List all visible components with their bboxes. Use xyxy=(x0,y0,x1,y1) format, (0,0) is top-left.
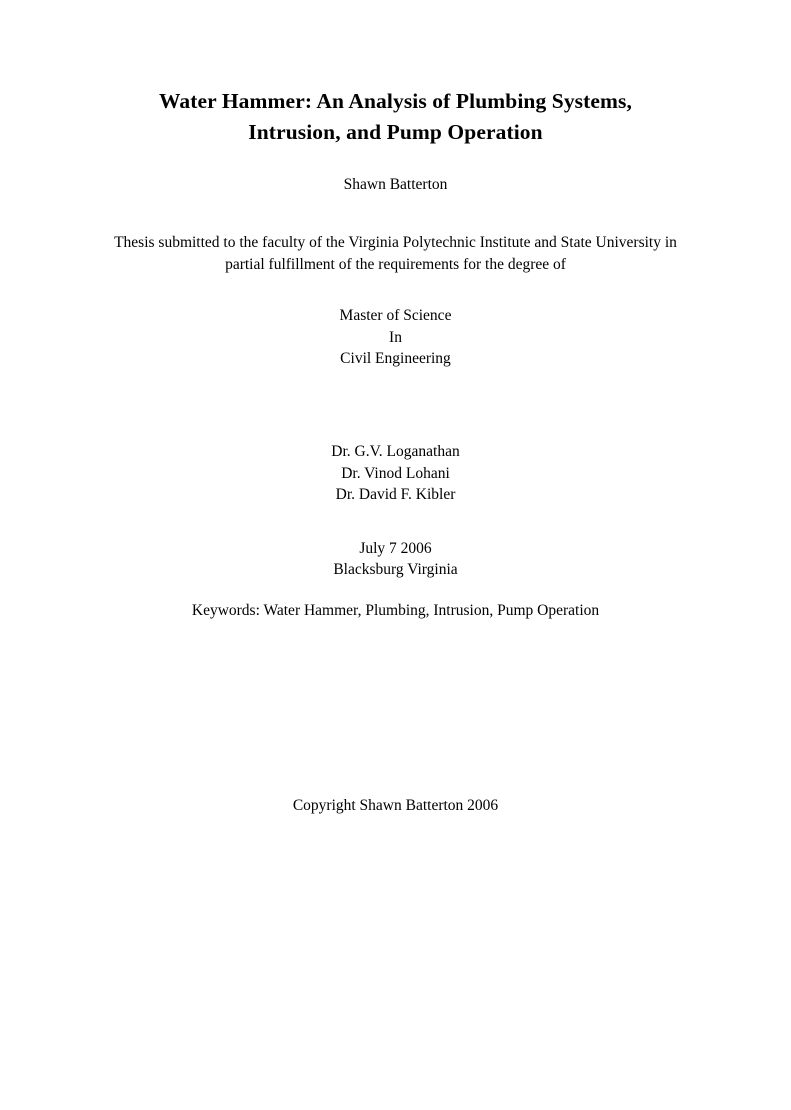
thesis-statement: Thesis submitted to the faculty of the Virginia Polytechnic Institute and State University in partial fulfillment of the requirements for the degree of xyxy=(114,234,677,274)
title-line-1: Water Hammer: An Analysis of Plumbing Systems, xyxy=(158,89,633,113)
page-title xyxy=(0,86,791,148)
title-page xyxy=(0,86,791,1110)
degree-field: Civil Engineering xyxy=(340,350,451,368)
committee-block xyxy=(0,441,791,505)
date: July 7 2006 xyxy=(359,539,432,557)
copyright-notice: Copyright Shawn Batterton 2006 xyxy=(292,797,499,815)
degree-connector: In xyxy=(389,328,402,346)
committee-member-2: Dr. Vinod Lohani xyxy=(341,464,450,482)
date-location-block xyxy=(0,538,791,581)
committee-member-3: Dr. David F. Kibler xyxy=(335,486,456,504)
keywords: Keywords: Water Hammer, Plumbing, Intrusion, Pump Operation xyxy=(191,602,600,620)
degree-name: Master of Science xyxy=(339,307,452,325)
committee-member-1: Dr. G.V. Loganathan xyxy=(331,443,460,461)
degree-block xyxy=(0,305,791,369)
location: Blacksburg Virginia xyxy=(333,560,458,578)
title-line-2: Intrusion, and Pump Operation xyxy=(248,120,543,145)
author-name: Shawn Batterton xyxy=(343,176,448,194)
